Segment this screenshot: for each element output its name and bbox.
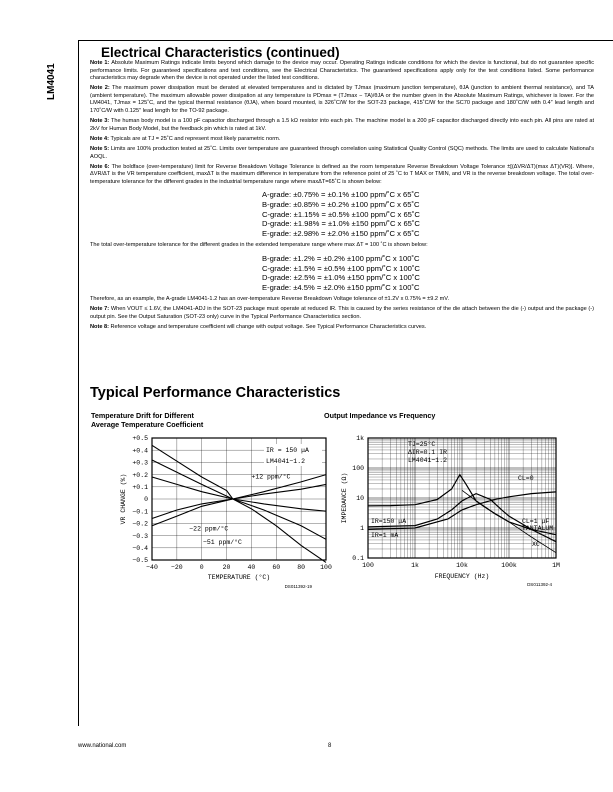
x-axis-label: TEMPERATURE (°C) [207,574,271,581]
x-tick-label: −40 [146,564,158,571]
grade-line: D-grade: ±2.5% = ±1.0% ±150 ppm/˚C x 100˚C [262,273,420,283]
note-head-2 [90,118,594,133]
y-axis-label: IMPEDANCE (Ω) [341,472,348,524]
note-head-5 [90,164,594,187]
y-tick-label: −0.2 [132,520,148,528]
label-ir1m: IR=1 mA [371,532,399,539]
note-text: The boldface (over-temperature) limit for Reverse Breakdown Voltage Tolerance is defined as the room temperature Reverse Breakdown Voltage Tolerance ±[(ΔVR/ΔT)(max ΔT)(VR)]. Where, ΔVR/ΔT is the VR temperature coefficient, maxΔT is the maximum difference in temperature from the reference point of 25 ˚C to T MAX or TMIN, and VR is the reverse breakdown voltage. The total over-temperature tolerance for the different grades in the industrial temperature range where maxΔT=65˚C is shown below: [90,163,594,185]
y-tick-label: 1k [356,435,364,443]
x-tick-label: 40 [247,564,256,571]
grade-line: C-grade: ±1.15% = ±0.5% ±100 ppm/˚C x 65˚C [262,209,420,219]
grade-line: D-grade: ±1.98% = ±1.0% ±150 ppm/˚C x 65˚C [262,219,420,229]
grades-65-list [90,190,594,238]
x-tick-label: 10k [456,562,468,569]
label-cl1-b: TANTALUM [522,525,554,532]
legend-line1: IR = 150 μA [266,447,309,454]
note-text: When VOUT ≤ 1.6V, the LM4041-ADJ in the SOT-23 package must operate at reduced IR. This is caused by the series resistance of the die attach between the die (-) output and the package (-) output pin. See the Output Saturation (SOT-23 only) curve in the Typical Performance Characteristics section. [90,306,595,321]
note-text: Absolute Maximum Ratings indicate limits beyond which damage to the device may occur. Operating Ratings indicate conditions for which the device is functional, but do not guarantee specific performance limits. For guaranteed specifications and test conditions, see the Electrical Characteristics. The guaranteed specifications apply only for the test conditions listed. Some performance characteristics may degrade when the device is not operated under the listed test conditions. [90,60,594,82]
grade-line: B-grade: ±1.2% = ±0.2% ±100 ppm/˚C x 100˚C [262,253,420,263]
y-axis-label: VR CHANGE (%) [120,473,127,525]
note-text: The maximum power dissipation must be derated at elevated temperatures and is dictated by TJmax (maximum junction temperature), θJA (junction to ambient thermal resistance), and TA (ambient temperature). The maximum allowable power dissipation at any temperature is PDmax = (TJmax − TA)/θJA or the number given in the Absolute Maximum Ratings, whichever is lower. For the LM4041, TJmax = 125˚C, and the typical thermal resistance (θJA), when board mounted, is 326˚C/W for the SOT-23 package, 415˚C/W for the SC70 package and 180˚C/W with 0.4″ lead length and 170˚C/W with 0.125″ lead length for the TO-92 package. [90,85,595,115]
y-tick-label: +0.4 [132,447,148,455]
note-label: Note 6: [90,163,112,170]
label-cl1-a: CL=1 μF [522,518,550,525]
legend-line3: LM4041−1.2 [408,457,448,464]
note-head-3 [90,136,594,144]
note-text: The human body model is a 100 pF capacitor discharged through a 1.5 kΩ resistor into each pin. The machine model is a 200 pF capacitor discharged directly into each pin. All pins are rated at 2kV for Human Body Model, but the feedback pin which is rated at 1kV. [90,118,594,132]
legend-line2: ΔIR=0.1 IR [408,449,448,456]
y-tick-label: −0.5 [132,557,148,565]
y-tick-label: +0.2 [132,471,148,479]
y-tick-label: 10 [356,495,364,503]
y-tick-label: 100 [352,465,364,473]
grades-100-list [90,254,594,292]
footer-url: www.national.com [78,743,127,749]
note-label: Note 7: [90,306,111,313]
y-tick-label: +0.3 [132,459,148,467]
x-axis-label: FREQUENCY (Hz) [434,573,490,580]
y-tick-label: +0.1 [132,484,148,491]
y-tick-label: +0.5 [132,435,148,443]
x-tick-label: 60 [272,564,281,571]
x-tick-label: 100k [501,562,517,569]
note-tail-1 [90,324,594,332]
side-part-number: LM4041 [46,63,57,100]
y-tick-label: −0.4 [132,545,148,552]
note-tail-0 [90,306,594,321]
note-label: Note 3: [90,118,111,125]
grade-line: A-grade: ±0.75% = ±0.1% ±100 ppm/˚C x 65˚C [262,190,420,200]
y-tick-label: −0.3 [132,532,148,540]
grade-line: E-grade: ±2.98% = ±2.0% ±150 ppm/˚C x 65˚C [262,228,420,238]
note-text: Typicals are at TJ = 25˚C and represent most likely parametric norm. [110,135,281,142]
y-tick-label: 0 [144,496,148,504]
note-text: Limits are 100% production tested at 25˚C. Limits over temperature are guaranteed through correlation using Statistical Quality Control (SQC) methods. The limits are used to calculate National's AOQL. [90,145,595,160]
chart2-title: Output Impedance vs Frequency [324,411,436,420]
label-xc: XC [532,541,540,548]
notes-block [90,60,594,334]
y-tick-label: −0.1 [132,508,148,516]
note-label: Note 1: [90,60,112,66]
legend-line2: LM4041−1.2 [266,458,306,465]
chart2-code: DS011392-4 [527,582,552,587]
grade-line: E-grade: ±4.5% = ±2.0% ±150 ppm/˚C x 100˚C [262,282,420,292]
label-12ppm: +12 ppm/°C [251,473,291,481]
label-51ppm: −51 ppm/°C [202,539,242,547]
x-tick-label: 100 [320,564,332,571]
note-label: Note 5: [90,145,111,152]
note-label: Note 4: [90,135,111,142]
x-tick-label: 1k [411,562,419,569]
extended-text: The total over-temperature tolerance for the different grades in the extended temperature range where max ΔT = 100 ˚C is shown below: [90,242,428,249]
label-22ppm: −22 ppm/°C [189,525,229,533]
perf-title: Typical Performance Characteristics [90,385,341,401]
chart1-temperature-drift [88,430,332,600]
note-label: Note 2: [90,85,112,92]
section-title: Electrical Characteristics (continued) [101,45,340,60]
grade-line: B-grade: ±0.85% = ±0.2% ±100 ppm/˚C x 65˚C [262,200,420,209]
chart1-title: Temperature Drift for Different Average Temperature Coefficient [91,411,204,429]
grade-line: C-grade: ±1.5% = ±0.5% ±100 ppm/˚C x 100˚C [262,263,420,273]
label-ir150: IR=150 μA [371,518,407,525]
note-label: Note 8: [90,324,111,331]
x-tick-label: 1M [552,562,560,569]
legend-line1: TJ=25°C [408,441,436,448]
y-tick-label: 1 [360,525,364,533]
x-tick-label: −20 [171,564,183,571]
x-tick-label: 80 [297,564,306,571]
x-tick-label: 0 [199,564,204,571]
x-tick-label: 100 [362,562,374,569]
chart2-output-impedance [320,430,560,600]
example-text: Therefore, as an example, the A-grade LM4041-1.2 has an over-temperature Reverse Breakdown Voltage tolerance of ±1.2V x 0.75% = ±9.2 mV. [90,296,450,303]
note-head-0 [90,60,594,83]
note-head-1 [90,85,594,115]
y-tick-label: 0.1 [352,555,364,563]
label-cl0: CL=0 [518,475,534,482]
note-head-4 [90,146,594,161]
x-tick-label: 20 [222,564,231,571]
note-text: Reference voltage and temperature coefficient will change with output voltage. See Typical Performance Characteristics curves. [110,324,427,331]
page-number: 8 [328,743,332,749]
chart1-code: DS011392-19 [284,584,312,589]
